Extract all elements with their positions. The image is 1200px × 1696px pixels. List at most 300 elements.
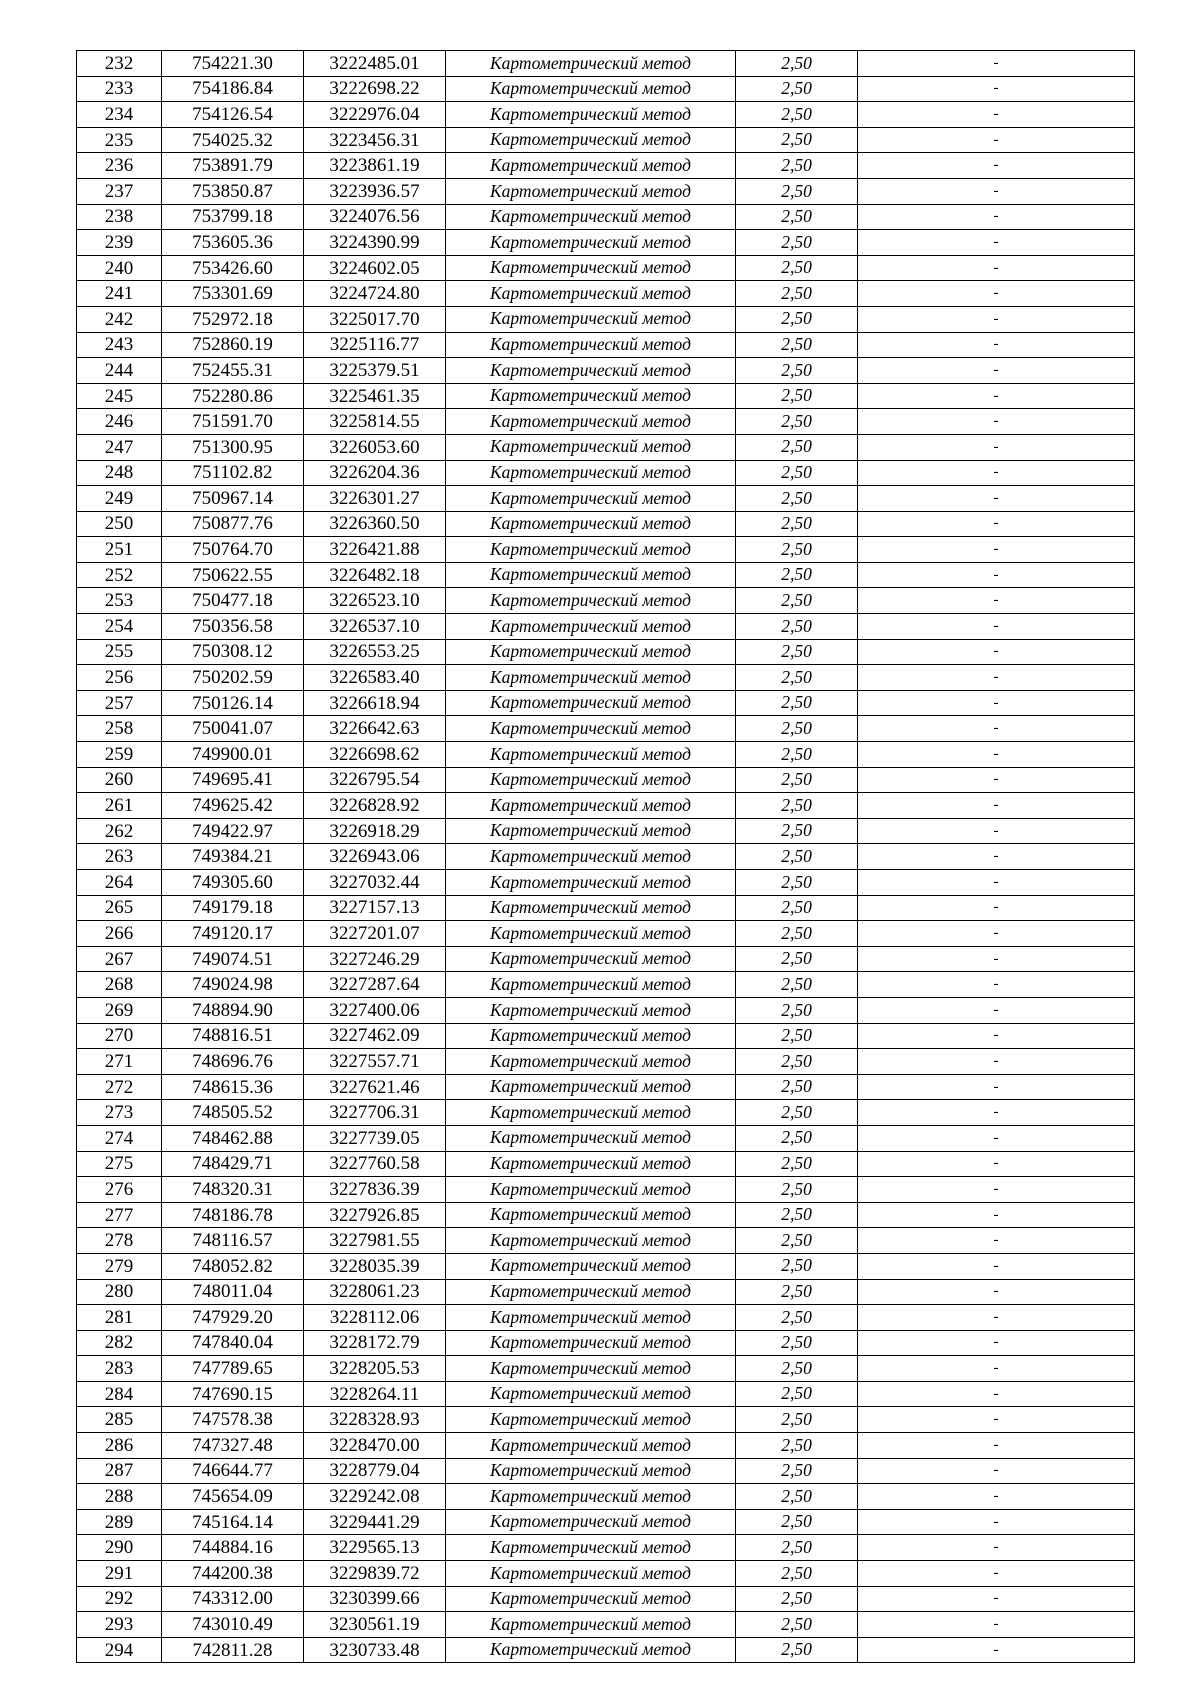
note-cell: - xyxy=(858,153,1135,179)
y-coordinate-cell: 3228779.04 xyxy=(304,1458,446,1484)
precision-cell: 2,50 xyxy=(736,1074,858,1100)
determination-method-cell: Картометрический метод xyxy=(446,1637,736,1663)
precision-cell: 2,50 xyxy=(736,1509,858,1535)
precision-cell: 2,50 xyxy=(736,870,858,896)
determination-method-cell: Картометрический метод xyxy=(446,1023,736,1049)
determination-method-cell: Картометрический метод xyxy=(446,767,736,793)
point-number-cell: 251 xyxy=(77,537,162,563)
table-row xyxy=(77,51,1135,77)
determination-method-cell: Картометрический метод xyxy=(446,946,736,972)
note-cell: - xyxy=(858,178,1135,204)
point-number-cell: 264 xyxy=(77,870,162,896)
note-cell: - xyxy=(858,1177,1135,1203)
precision-cell: 2,50 xyxy=(736,230,858,256)
x-coordinate-cell: 753891.79 xyxy=(162,153,304,179)
precision-cell: 2,50 xyxy=(736,204,858,230)
y-coordinate-cell: 3228035.39 xyxy=(304,1253,446,1279)
x-coordinate-cell: 747327.48 xyxy=(162,1433,304,1459)
x-coordinate-cell: 748505.52 xyxy=(162,1100,304,1126)
precision-cell: 2,50 xyxy=(736,1228,858,1254)
table-row xyxy=(77,997,1135,1023)
determination-method-cell: Картометрический метод xyxy=(446,1253,736,1279)
precision-cell: 2,50 xyxy=(736,1356,858,1382)
precision-cell: 2,50 xyxy=(736,383,858,409)
point-number-cell: 269 xyxy=(77,997,162,1023)
point-number-cell: 281 xyxy=(77,1305,162,1331)
determination-method-cell: Картометрический метод xyxy=(446,1586,736,1612)
x-coordinate-cell: 749422.97 xyxy=(162,818,304,844)
x-coordinate-cell: 754126.54 xyxy=(162,102,304,128)
table-row xyxy=(77,281,1135,307)
x-coordinate-cell: 748116.57 xyxy=(162,1228,304,1254)
determination-method-cell: Картометрический метод xyxy=(446,1228,736,1254)
table-row xyxy=(77,204,1135,230)
determination-method-cell: Картометрический метод xyxy=(446,870,736,896)
y-coordinate-cell: 3222485.01 xyxy=(304,51,446,77)
x-coordinate-cell: 748320.31 xyxy=(162,1177,304,1203)
y-coordinate-cell: 3227557.71 xyxy=(304,1049,446,1075)
point-number-cell: 235 xyxy=(77,127,162,153)
point-number-cell: 236 xyxy=(77,153,162,179)
precision-cell: 2,50 xyxy=(736,921,858,947)
precision-cell: 2,50 xyxy=(736,76,858,102)
table-row xyxy=(77,870,1135,896)
table-row xyxy=(77,511,1135,537)
determination-method-cell: Картометрический метод xyxy=(446,1049,736,1075)
table-row xyxy=(77,1535,1135,1561)
table-row xyxy=(77,358,1135,384)
y-coordinate-cell: 3227400.06 xyxy=(304,997,446,1023)
x-coordinate-cell: 748816.51 xyxy=(162,1023,304,1049)
note-cell: - xyxy=(858,127,1135,153)
precision-cell: 2,50 xyxy=(736,1535,858,1561)
x-coordinate-cell: 748011.04 xyxy=(162,1279,304,1305)
table-row xyxy=(77,1279,1135,1305)
point-number-cell: 278 xyxy=(77,1228,162,1254)
determination-method-cell: Картометрический метод xyxy=(446,1484,736,1510)
y-coordinate-cell: 3226918.29 xyxy=(304,818,446,844)
table-row xyxy=(77,230,1135,256)
determination-method-cell: Картометрический метод xyxy=(446,639,736,665)
point-number-cell: 276 xyxy=(77,1177,162,1203)
precision-cell: 2,50 xyxy=(736,409,858,435)
note-cell: - xyxy=(858,1151,1135,1177)
precision-cell: 2,50 xyxy=(736,332,858,358)
y-coordinate-cell: 3227981.55 xyxy=(304,1228,446,1254)
y-coordinate-cell: 3226943.06 xyxy=(304,844,446,870)
y-coordinate-cell: 3228470.00 xyxy=(304,1433,446,1459)
x-coordinate-cell: 749384.21 xyxy=(162,844,304,870)
point-number-cell: 279 xyxy=(77,1253,162,1279)
determination-method-cell: Картометрический метод xyxy=(446,460,736,486)
point-number-cell: 238 xyxy=(77,204,162,230)
precision-cell: 2,50 xyxy=(736,946,858,972)
determination-method-cell: Картометрический метод xyxy=(446,434,736,460)
note-cell: - xyxy=(858,742,1135,768)
table-row xyxy=(77,1356,1135,1382)
x-coordinate-cell: 744884.16 xyxy=(162,1535,304,1561)
point-number-cell: 274 xyxy=(77,1125,162,1151)
point-number-cell: 245 xyxy=(77,383,162,409)
precision-cell: 2,50 xyxy=(736,1100,858,1126)
y-coordinate-cell: 3225814.55 xyxy=(304,409,446,435)
table-row xyxy=(77,486,1135,512)
point-number-cell: 262 xyxy=(77,818,162,844)
x-coordinate-cell: 751102.82 xyxy=(162,460,304,486)
y-coordinate-cell: 3229242.08 xyxy=(304,1484,446,1510)
y-coordinate-cell: 3227462.09 xyxy=(304,1023,446,1049)
point-number-cell: 232 xyxy=(77,51,162,77)
precision-cell: 2,50 xyxy=(736,1177,858,1203)
x-coordinate-cell: 750202.59 xyxy=(162,665,304,691)
note-cell: - xyxy=(858,383,1135,409)
precision-cell: 2,50 xyxy=(736,614,858,640)
table-row xyxy=(77,1202,1135,1228)
y-coordinate-cell: 3225116.77 xyxy=(304,332,446,358)
point-number-cell: 287 xyxy=(77,1458,162,1484)
precision-cell: 2,50 xyxy=(736,434,858,460)
y-coordinate-cell: 3224390.99 xyxy=(304,230,446,256)
y-coordinate-cell: 3225461.35 xyxy=(304,383,446,409)
point-number-cell: 257 xyxy=(77,690,162,716)
table-row xyxy=(77,1433,1135,1459)
precision-cell: 2,50 xyxy=(736,742,858,768)
note-cell: - xyxy=(858,767,1135,793)
table-row xyxy=(77,895,1135,921)
x-coordinate-cell: 749074.51 xyxy=(162,946,304,972)
table-row xyxy=(77,1458,1135,1484)
x-coordinate-cell: 750967.14 xyxy=(162,486,304,512)
determination-method-cell: Картометрический метод xyxy=(446,383,736,409)
point-number-cell: 272 xyxy=(77,1074,162,1100)
y-coordinate-cell: 3227201.07 xyxy=(304,921,446,947)
precision-cell: 2,50 xyxy=(736,306,858,332)
point-number-cell: 240 xyxy=(77,255,162,281)
precision-cell: 2,50 xyxy=(736,1202,858,1228)
table-row xyxy=(77,1074,1135,1100)
determination-method-cell: Картометрический метод xyxy=(446,511,736,537)
x-coordinate-cell: 754186.84 xyxy=(162,76,304,102)
precision-cell: 2,50 xyxy=(736,767,858,793)
determination-method-cell: Картометрический метод xyxy=(446,486,736,512)
table-row xyxy=(77,153,1135,179)
y-coordinate-cell: 3225017.70 xyxy=(304,306,446,332)
precision-cell: 2,50 xyxy=(736,844,858,870)
table-row xyxy=(77,972,1135,998)
precision-cell: 2,50 xyxy=(736,1637,858,1663)
x-coordinate-cell: 750877.76 xyxy=(162,511,304,537)
table-row xyxy=(77,1228,1135,1254)
x-coordinate-cell: 747578.38 xyxy=(162,1407,304,1433)
y-coordinate-cell: 3226642.63 xyxy=(304,716,446,742)
x-coordinate-cell: 745654.09 xyxy=(162,1484,304,1510)
document-page xyxy=(76,50,1134,1663)
determination-method-cell: Картометрический метод xyxy=(446,1151,736,1177)
table-row xyxy=(77,1407,1135,1433)
precision-cell: 2,50 xyxy=(736,818,858,844)
determination-method-cell: Картометрический метод xyxy=(446,1074,736,1100)
determination-method-cell: Картометрический метод xyxy=(446,306,736,332)
determination-method-cell: Картометрический метод xyxy=(446,716,736,742)
note-cell: - xyxy=(858,1125,1135,1151)
note-cell: - xyxy=(858,230,1135,256)
precision-cell: 2,50 xyxy=(736,588,858,614)
note-cell: - xyxy=(858,1202,1135,1228)
x-coordinate-cell: 742811.28 xyxy=(162,1637,304,1663)
point-number-cell: 270 xyxy=(77,1023,162,1049)
determination-method-cell: Картометрический метод xyxy=(446,1535,736,1561)
determination-method-cell: Картометрический метод xyxy=(446,614,736,640)
table-row xyxy=(77,537,1135,563)
y-coordinate-cell: 3228112.06 xyxy=(304,1305,446,1331)
note-cell: - xyxy=(858,1228,1135,1254)
determination-method-cell: Картометрический метод xyxy=(446,690,736,716)
table-row xyxy=(77,1561,1135,1587)
determination-method-cell: Картометрический метод xyxy=(446,358,736,384)
point-number-cell: 256 xyxy=(77,665,162,691)
y-coordinate-cell: 3229441.29 xyxy=(304,1509,446,1535)
x-coordinate-cell: 753850.87 xyxy=(162,178,304,204)
precision-cell: 2,50 xyxy=(736,281,858,307)
note-cell: - xyxy=(858,1356,1135,1382)
precision-cell: 2,50 xyxy=(736,690,858,716)
y-coordinate-cell: 3227246.29 xyxy=(304,946,446,972)
precision-cell: 2,50 xyxy=(736,1561,858,1587)
table-row xyxy=(77,460,1135,486)
determination-method-cell: Картометрический метод xyxy=(446,921,736,947)
x-coordinate-cell: 749120.17 xyxy=(162,921,304,947)
table-row xyxy=(77,1125,1135,1151)
precision-cell: 2,50 xyxy=(736,1381,858,1407)
x-coordinate-cell: 748696.76 xyxy=(162,1049,304,1075)
determination-method-cell: Картометрический метод xyxy=(446,51,736,77)
x-coordinate-cell: 747929.20 xyxy=(162,1305,304,1331)
point-number-cell: 253 xyxy=(77,588,162,614)
determination-method-cell: Картометрический метод xyxy=(446,1381,736,1407)
precision-cell: 2,50 xyxy=(736,793,858,819)
point-number-cell: 242 xyxy=(77,306,162,332)
y-coordinate-cell: 3227706.31 xyxy=(304,1100,446,1126)
table-row xyxy=(77,1612,1135,1638)
note-cell: - xyxy=(858,1381,1135,1407)
point-number-cell: 271 xyxy=(77,1049,162,1075)
x-coordinate-cell: 748052.82 xyxy=(162,1253,304,1279)
y-coordinate-cell: 3226795.54 xyxy=(304,767,446,793)
point-number-cell: 258 xyxy=(77,716,162,742)
y-coordinate-cell: 3229565.13 xyxy=(304,1535,446,1561)
y-coordinate-cell: 3227621.46 xyxy=(304,1074,446,1100)
precision-cell: 2,50 xyxy=(736,1151,858,1177)
x-coordinate-cell: 747690.15 xyxy=(162,1381,304,1407)
table-row xyxy=(77,1509,1135,1535)
y-coordinate-cell: 3227157.13 xyxy=(304,895,446,921)
y-coordinate-cell: 3227287.64 xyxy=(304,972,446,998)
y-coordinate-cell: 3228061.23 xyxy=(304,1279,446,1305)
table-row xyxy=(77,383,1135,409)
determination-method-cell: Картометрический метод xyxy=(446,153,736,179)
precision-cell: 2,50 xyxy=(736,1253,858,1279)
precision-cell: 2,50 xyxy=(736,895,858,921)
table-row xyxy=(77,1023,1135,1049)
precision-cell: 2,50 xyxy=(736,460,858,486)
x-coordinate-cell: 753426.60 xyxy=(162,255,304,281)
determination-method-cell: Картометрический метод xyxy=(446,997,736,1023)
determination-method-cell: Картометрический метод xyxy=(446,665,736,691)
note-cell: - xyxy=(858,1535,1135,1561)
precision-cell: 2,50 xyxy=(736,127,858,153)
table-row xyxy=(77,1484,1135,1510)
x-coordinate-cell: 748186.78 xyxy=(162,1202,304,1228)
point-number-cell: 273 xyxy=(77,1100,162,1126)
note-cell: - xyxy=(858,1561,1135,1587)
y-coordinate-cell: 3230561.19 xyxy=(304,1612,446,1638)
coordinates-table xyxy=(76,50,1135,1663)
note-cell: - xyxy=(858,204,1135,230)
x-coordinate-cell: 745164.14 xyxy=(162,1509,304,1535)
note-cell: - xyxy=(858,1637,1135,1663)
determination-method-cell: Картометрический метод xyxy=(446,895,736,921)
point-number-cell: 247 xyxy=(77,434,162,460)
table-row xyxy=(77,793,1135,819)
determination-method-cell: Картометрический метод xyxy=(446,1407,736,1433)
x-coordinate-cell: 750764.70 xyxy=(162,537,304,563)
point-number-cell: 248 xyxy=(77,460,162,486)
note-cell: - xyxy=(858,102,1135,128)
note-cell: - xyxy=(858,997,1135,1023)
table-row xyxy=(77,690,1135,716)
point-number-cell: 277 xyxy=(77,1202,162,1228)
y-coordinate-cell: 3226553.25 xyxy=(304,639,446,665)
precision-cell: 2,50 xyxy=(736,178,858,204)
point-number-cell: 288 xyxy=(77,1484,162,1510)
point-number-cell: 265 xyxy=(77,895,162,921)
table-row xyxy=(77,1305,1135,1331)
determination-method-cell: Картометрический метод xyxy=(446,204,736,230)
determination-method-cell: Картометрический метод xyxy=(446,972,736,998)
precision-cell: 2,50 xyxy=(736,1484,858,1510)
x-coordinate-cell: 752860.19 xyxy=(162,332,304,358)
precision-cell: 2,50 xyxy=(736,972,858,998)
table-row xyxy=(77,102,1135,128)
y-coordinate-cell: 3224076.56 xyxy=(304,204,446,230)
precision-cell: 2,50 xyxy=(736,1279,858,1305)
y-coordinate-cell: 3226053.60 xyxy=(304,434,446,460)
x-coordinate-cell: 748429.71 xyxy=(162,1151,304,1177)
point-number-cell: 267 xyxy=(77,946,162,972)
x-coordinate-cell: 752280.86 xyxy=(162,383,304,409)
point-number-cell: 241 xyxy=(77,281,162,307)
x-coordinate-cell: 753799.18 xyxy=(162,204,304,230)
y-coordinate-cell: 3222976.04 xyxy=(304,102,446,128)
determination-method-cell: Картометрический метод xyxy=(446,76,736,102)
x-coordinate-cell: 743010.49 xyxy=(162,1612,304,1638)
table-row xyxy=(77,127,1135,153)
point-number-cell: 294 xyxy=(77,1637,162,1663)
determination-method-cell: Картометрический метод xyxy=(446,1202,736,1228)
precision-cell: 2,50 xyxy=(736,1407,858,1433)
precision-cell: 2,50 xyxy=(736,1458,858,1484)
note-cell: - xyxy=(858,690,1135,716)
point-number-cell: 284 xyxy=(77,1381,162,1407)
determination-method-cell: Картометрический метод xyxy=(446,1177,736,1203)
determination-method-cell: Картометрический метод xyxy=(446,844,736,870)
determination-method-cell: Картометрический метод xyxy=(446,230,736,256)
y-coordinate-cell: 3224602.05 xyxy=(304,255,446,281)
note-cell: - xyxy=(858,306,1135,332)
y-coordinate-cell: 3228172.79 xyxy=(304,1330,446,1356)
table-row xyxy=(77,178,1135,204)
table-row xyxy=(77,639,1135,665)
y-coordinate-cell: 3226204.36 xyxy=(304,460,446,486)
note-cell: - xyxy=(858,358,1135,384)
note-cell: - xyxy=(858,562,1135,588)
note-cell: - xyxy=(858,972,1135,998)
note-cell: - xyxy=(858,1458,1135,1484)
precision-cell: 2,50 xyxy=(736,51,858,77)
determination-method-cell: Картометрический метод xyxy=(446,1100,736,1126)
note-cell: - xyxy=(858,665,1135,691)
point-number-cell: 244 xyxy=(77,358,162,384)
point-number-cell: 290 xyxy=(77,1535,162,1561)
note-cell: - xyxy=(858,1074,1135,1100)
y-coordinate-cell: 3226360.50 xyxy=(304,511,446,537)
point-number-cell: 233 xyxy=(77,76,162,102)
note-cell: - xyxy=(858,1612,1135,1638)
point-number-cell: 260 xyxy=(77,767,162,793)
precision-cell: 2,50 xyxy=(736,537,858,563)
note-cell: - xyxy=(858,537,1135,563)
y-coordinate-cell: 3223861.19 xyxy=(304,153,446,179)
x-coordinate-cell: 747840.04 xyxy=(162,1330,304,1356)
y-coordinate-cell: 3226301.27 xyxy=(304,486,446,512)
note-cell: - xyxy=(858,486,1135,512)
table-row xyxy=(77,409,1135,435)
x-coordinate-cell: 749695.41 xyxy=(162,767,304,793)
precision-cell: 2,50 xyxy=(736,665,858,691)
note-cell: - xyxy=(858,76,1135,102)
determination-method-cell: Картометрический метод xyxy=(446,332,736,358)
determination-method-cell: Картометрический метод xyxy=(446,1509,736,1535)
x-coordinate-cell: 750477.18 xyxy=(162,588,304,614)
note-cell: - xyxy=(858,1330,1135,1356)
x-coordinate-cell: 751591.70 xyxy=(162,409,304,435)
determination-method-cell: Картометрический метод xyxy=(446,1356,736,1382)
note-cell: - xyxy=(858,614,1135,640)
precision-cell: 2,50 xyxy=(736,1023,858,1049)
point-number-cell: 239 xyxy=(77,230,162,256)
point-number-cell: 282 xyxy=(77,1330,162,1356)
determination-method-cell: Картометрический метод xyxy=(446,1458,736,1484)
point-number-cell: 280 xyxy=(77,1279,162,1305)
x-coordinate-cell: 743312.00 xyxy=(162,1586,304,1612)
note-cell: - xyxy=(858,434,1135,460)
table-row xyxy=(77,588,1135,614)
x-coordinate-cell: 749900.01 xyxy=(162,742,304,768)
y-coordinate-cell: 3226583.40 xyxy=(304,665,446,691)
y-coordinate-cell: 3230733.48 xyxy=(304,1637,446,1663)
precision-cell: 2,50 xyxy=(736,102,858,128)
determination-method-cell: Картометрический метод xyxy=(446,818,736,844)
precision-cell: 2,50 xyxy=(736,997,858,1023)
note-cell: - xyxy=(858,281,1135,307)
determination-method-cell: Картометрический метод xyxy=(446,102,736,128)
table-row xyxy=(77,76,1135,102)
y-coordinate-cell: 3226618.94 xyxy=(304,690,446,716)
x-coordinate-cell: 749024.98 xyxy=(162,972,304,998)
table-row xyxy=(77,1177,1135,1203)
note-cell: - xyxy=(858,639,1135,665)
determination-method-cell: Картометрический метод xyxy=(446,793,736,819)
